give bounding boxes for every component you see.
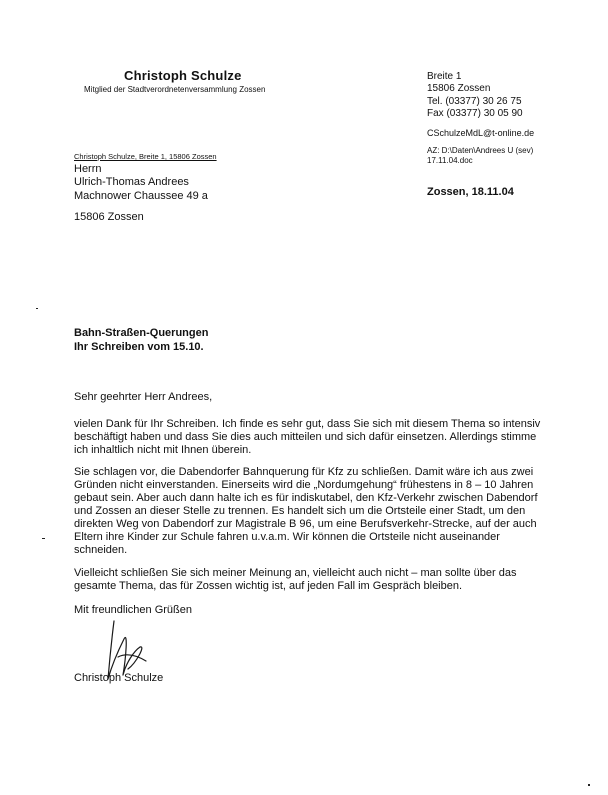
- sender-city: 15806 Zossen: [427, 83, 491, 94]
- scan-speck: [42, 538, 45, 539]
- sender-telephone: Tel. (03377) 30 26 75: [427, 96, 522, 107]
- file-reference-path: AZ: D:\Daten\Andrees U (sev): [427, 146, 534, 155]
- sender-street: Breite 1: [427, 71, 462, 82]
- subject-line-2: Ihr Schreiben vom 15.10.: [74, 341, 204, 353]
- subject-line-1: Bahn-Straßen-Querungen: [74, 327, 209, 339]
- recipient-name: Ulrich-Thomas Andrees: [74, 176, 189, 188]
- recipient-city: 15806 Zossen: [74, 211, 144, 223]
- return-address-line: Christoph Schulze, Breite 1, 15806 Zossen: [74, 152, 217, 161]
- signer-name: Christoph Schulze: [74, 672, 164, 684]
- sender-name: Christoph Schulze: [124, 68, 242, 83]
- file-reference: [427, 146, 533, 166]
- letter-date: Zossen, 18.11.04: [427, 186, 514, 198]
- sender-email: CSchulzeMdL@t-online.de: [427, 128, 535, 138]
- body-paragraph-2: Sie schlagen vor, die Dabendorfer Bahnquerung für Kfz zu schließen. Damit wäre ich aus zwei Gründen nicht einverstanden. Einerseits wird die „Nordumgehung“ frühestens in 8 – 10 Jahren gebaut sein. Aber auch dann halte ich es für indiskutabel, den Kfz-Verkehr zwischen Dabendorf und Zossen an dieser Stelle zu trennen. Es handelt sich um die Ortsteile einer Stadt, um den direkten Weg von Dabendorf zur Magistrale B 96, um eine Berufsverkehr-Strecke, auf der auch Eltern ihre Kinder zur Schule fahren u.v.a.m. Wir können die Ortsteile nicht auseinander schneiden.: [74, 466, 538, 556]
- scan-speck: [588, 784, 590, 786]
- letter-salutation: Sehr geehrter Herr Andrees,: [74, 391, 213, 403]
- body-paragraph-1: vielen Dank für Ihr Schreiben. Ich finde es sehr gut, dass Sie sich mit diesem Thema so intensiv beschäftigt haben und dass Sie dies auch mitteilen und sich dafür einsetzen. Allerdings stimme ich inhaltlich nicht mit Ihnen überein.: [74, 418, 541, 456]
- sender-fax: Fax (03377) 30 05 90: [427, 108, 523, 119]
- scan-speck: [36, 308, 38, 309]
- letter-closing: Mit freundlichen Grüßen: [74, 604, 192, 616]
- recipient-salutation: Herrn: [74, 163, 102, 175]
- file-reference-doc: 17.11.04.doc: [427, 156, 473, 165]
- recipient-street: Machnower Chaussee 49 a: [74, 190, 208, 202]
- sender-role: Mitglied der Stadtverordnetenversammlung Zossen: [84, 85, 266, 94]
- body-paragraph-3: Vielleicht schließen Sie sich meiner Meinung an, vielleicht auch nicht – man sollte über das gesamte Thema, das für Zossen wichtig ist, auf jeden Fall im Gespräch bleiben.: [74, 567, 517, 592]
